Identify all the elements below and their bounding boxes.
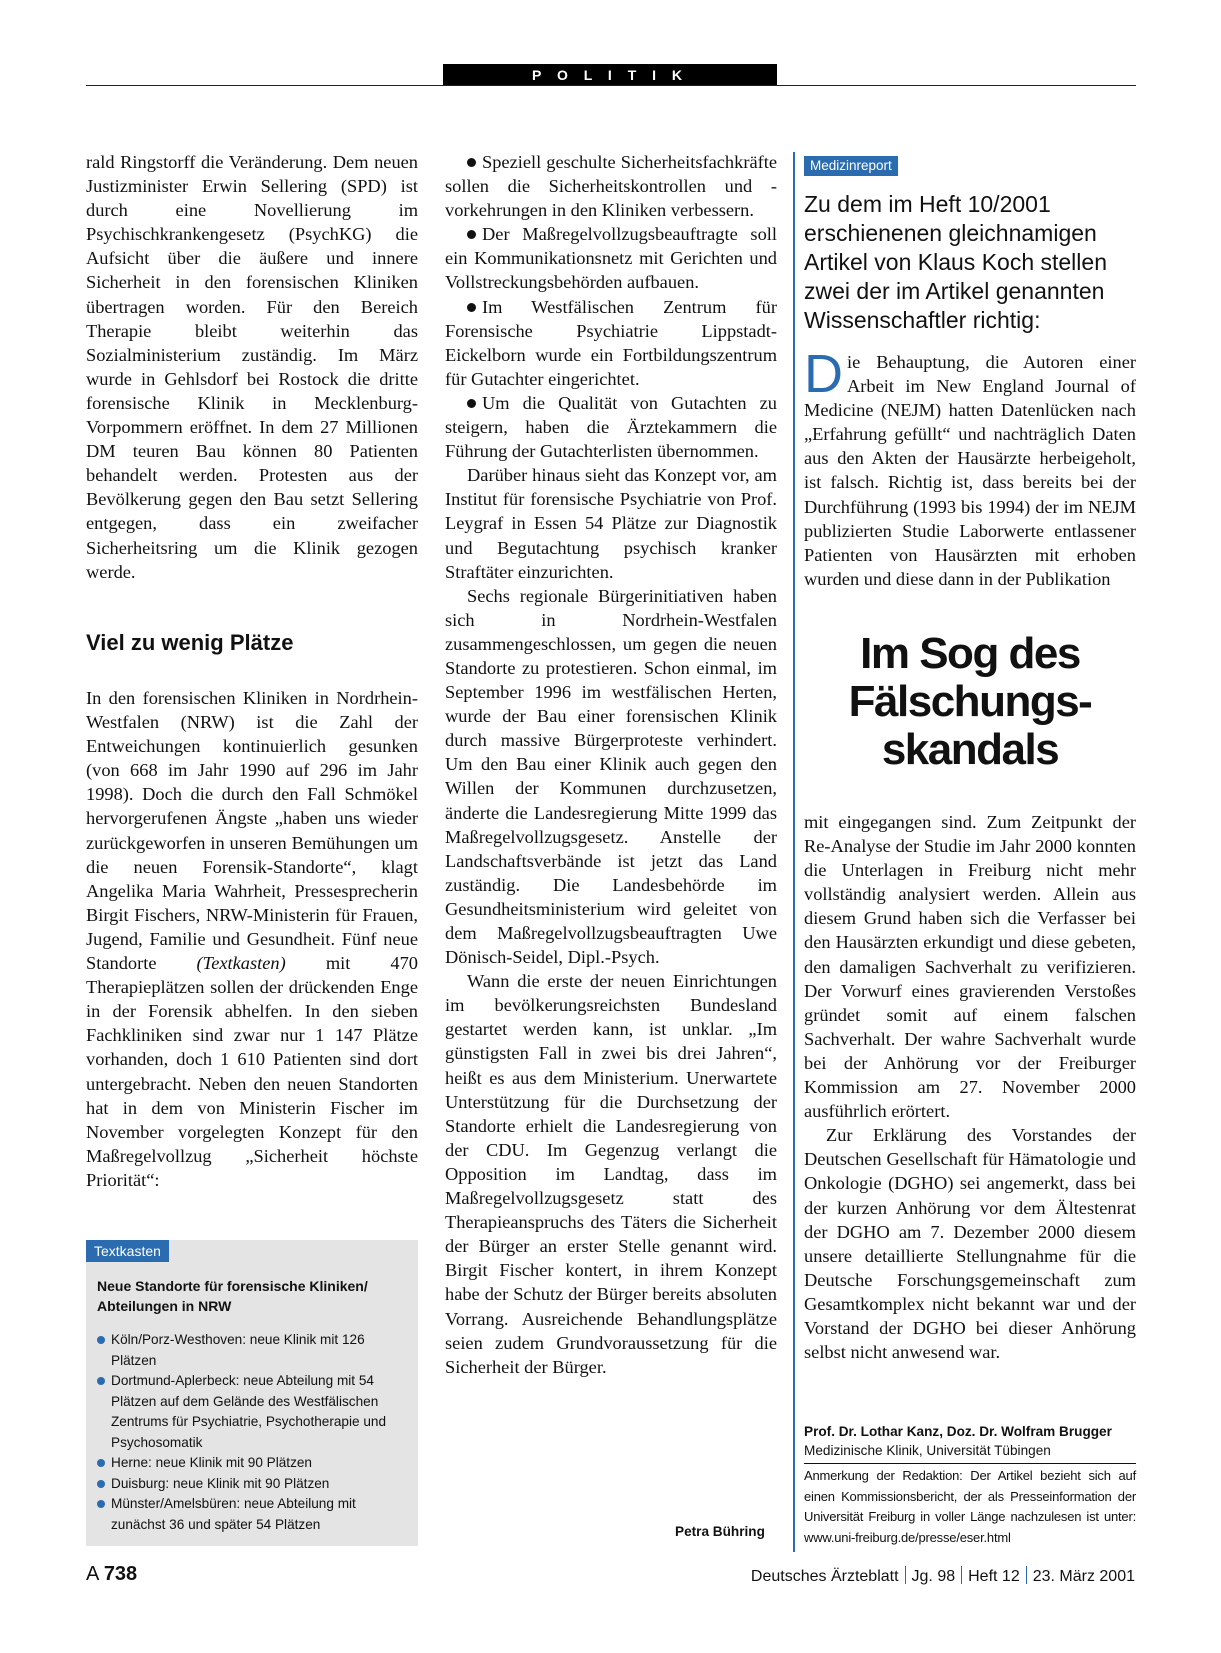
list-item: Dortmund-Aplerbeck: neue Abteilung mit 54 Plätzen auf dem Gelände des Westfälischen Zentrums für Psychiatrie, Psychotherapie und Psychosomatik: [97, 1371, 412, 1453]
paragraph: In den forensischen Kliniken in Nordrhein-Westfalen (NRW) ist die Zahl der Entweichungen kontinuierlich gesunken (von 668 im Jahr 1990 auf 296 im Jahr 1998). Doch die durch den Fall Schmökel hervorgerufenen Ängste „haben uns wieder zurückgeworfen in unseren Bemühungen um die neuen Forensik-Standorte“, klagt Angelika Maria Wahrheit, Pressesprecherin Birgit Fischers, NRW-Ministerin für Frauen, Jugend, Familie und Gesundheit. Fünf neue Standorte (Textkasten) mit 470 Therapieplätzen sollen der drückenden Enge in der Forensik abhelfen. In den sieben Fachkliniken sind zwar nur 1 147 Plätze vorhanden, doch 1 610 Patienten sind dort untergebracht. Neben den neuen Standorten hat in dem von Ministerin Fischer im November vorgelegten Konzept für den Maßregelvollzug „Sicherheit höchste Priorität“:: [86, 688, 418, 1190]
column-divider: [793, 152, 795, 1552]
date: 23. März 2001: [1032, 1568, 1135, 1585]
bullet-icon: [467, 303, 476, 312]
drop-cap: D: [804, 344, 843, 404]
paragraph: rald Ringstorff die Veränderung. Dem neuen Justizminister Erwin Sellering (SPD) ist durch eine Novellierung im Psychischkrankengesetz (PsychKG) die Aufsicht über die äußere und innere Sicherheit in den forensischen Kliniken übertragen worden. Für den Bereich Therapie bleibt weiterhin das Sozialministerium zuständig. Im März wurde in Gehlsdorf bei Rostock die dritte forensische Klinik in Mecklenburg-Vorpommern eröffnet. In dem 27 Millionen DM teuren Bau können 80 Patienten behandelt werden. Protesten aus der Bevölkerung gegen den Bau setzt Sellering entgegen, dass ein zweifacher Sicherheitsring um die Klinik gezogen werde.: [86, 152, 418, 582]
column-1-continued: [86, 686, 418, 1192]
paragraph: Sechs regionale Bürgerinitiativen haben sich in Nordrhein-Westfalen zusammengeschlossen, um gegen die neuen Standorte zu protestieren. Schon einmal, im September 1996 im westfälischen Herten, wurde der Bau einer forensischen Klinik durch massive Bürgerproteste verhindert. Um den Bau einer Klinik auch gegen den Willen der Kommunen durchzusetzen, änderte die Landesregierung Mitte 1999 das Maßregelvollzugsgesetz. Anstelle der Landschaftsverbände ist jetzt das Land zuständig. Die Landesbehörde im Gesundheitsministerium wird geleitet von dem Maßregelvollzugsbeauftragten Uwe Dönisch-Seidel, Dipl.-Psych.: [445, 585, 777, 968]
textbox-title: Neue Standorte für forensische Kliniken/ Abteilungen in NRW: [97, 1278, 368, 1314]
author-institution: Medizinische Klinik, Universität Tübingen: [804, 1443, 1051, 1458]
textbox: [86, 1240, 418, 1546]
list-item: Duisburg: neue Klinik mit 90 Plätzen: [97, 1474, 412, 1495]
journal-name: Deutsches Ärzteblatt: [750, 1568, 899, 1585]
column-3: [804, 344, 1136, 591]
list-item: Köln/Porz-Westhoven: neue Klinik mit 126 Plätzen: [97, 1330, 412, 1371]
rubric-tag: Medizinreport: [804, 156, 898, 176]
bullet-icon: [467, 399, 476, 408]
textbox-tag: Textkasten: [86, 1240, 169, 1262]
bullet-icon: [97, 1480, 105, 1488]
header-rule: [86, 85, 1136, 86]
footer-separator: [961, 1566, 962, 1584]
list-item: Münster/Amelsbüren: neue Abteilung mit zunächst 36 und später 54 Plätzen: [97, 1494, 412, 1535]
paragraph: Darüber hinaus sieht das Konzept vor, am Institut für forensische Psychiatrie von Prof. Leygraf in Essen 54 Plätze zur Diagnostik und Begutachtung psychisch kranker Straftäter einzurichten.: [445, 465, 777, 582]
paragraph: mit eingegangen sind. Zum Zeitpunkt der Re-Analyse der Studie im Jahr 2000 konnten die Unterlagen in Freiburg nicht mehr vollständig analysiert werden. Allein aus diesem Grund haben sich die Verfasser bei den Hausärzten erkundigt und diese gebeten, den damaligen Sachverhalt zu verifizieren. Der Vorwurf eines gravierenden Verstoßes gründet somit auf einem falschen Sachverhalt. Der wahre Sachverhalt wurde bei der Anhörung vor der Freiburger Kommission am 27. November 2000 ausführlich erörtert.: [804, 812, 1136, 1122]
intro-text: Zu dem im Heft 10/2001 erschienenen gleichnamigen Artikel von Klaus Koch stellen zwei der im Artikel genannten Wissenschaftler richtig:: [804, 191, 1107, 333]
bullet-icon: [97, 1377, 105, 1385]
column-1: [86, 150, 418, 584]
column-2: [445, 150, 777, 1379]
paragraph: Die Behauptung, die Autoren einer Arbeit im New England Journal of Medicine (NEJM) hatten Datenlücken nach „Erfahrung gefüllt“ und nachträglich Daten aus den Akten der Hausärzte herbeigeholt, ist falsch. Richtig ist, dass bereits bei der Durchführung (1993 bis 1994) der im NEJM publizierten Studie Laborwerte entlassener Patienten von Hausärzten mit erhoben wurden und diese dann in der Publikation: [804, 344, 1136, 589]
bullet-icon: [97, 1336, 105, 1344]
textbox-list: [97, 1330, 412, 1535]
column-3-continued: [804, 810, 1136, 1364]
bullet-icon: [97, 1500, 105, 1508]
authors-block: [804, 1422, 1136, 1460]
bullet-paragraph: Um die Qualität von Gutachten zu steigern, haben die Ärztekammern die Führung der Gutachterlisten übernommen.: [445, 392, 777, 462]
bullet-icon: [467, 230, 476, 239]
footer-separator: [1026, 1566, 1027, 1584]
paragraph: Wann die erste der neuen Einrichtungen im bevölkerungsreichsten Bundesland gestartet werden kann, ist unklar. „Im günstigsten Fall in zwei bis drei Jahren“, heißt es aus dem Ministerium. Unerwartete Unterstützung für die Durchsetzung der Standorte erhielt die Landesregierung von der CDU. Im Gegenzug verlangt die Opposition im Landtag, dass im Maßregelvollzugsgesetz statt des Therapieanspruchs des Täters die Sicherheit der Bürger an erster Stelle genannt wird. Birgit Fischer kontert, in ihrem Konzept habe der Schutz der Bürger bereits absoluten Vorrang. Ausreichende Behandlungsplätze seien zudem Grundvoraussetzung für die Sicherheit der Bürger.: [445, 971, 777, 1377]
issue: Heft 12: [968, 1568, 1020, 1585]
author-byline: Petra Bühring: [675, 1524, 765, 1539]
footer-separator: [905, 1566, 906, 1584]
bullet-paragraph: Im Westfälischen Zentrum für Forensische Psychiatrie Lippstadt-Eickelborn wurde ein Fortbildungszentrum für Gutachter eingerichtet.: [445, 296, 777, 389]
bullet-paragraph: Der Maßregelvollzugsbeauftragte soll ein Kommunikationsnetz mit Gerichten und Vollstreckungsbehörden aufbauen.: [445, 224, 777, 293]
paragraph: Zur Erklärung des Vorstandes der Deutschen Gesellschaft für Hämatologie und Onkologie (DGHO) sei angemerkt, dass bei der kurzen Anhörung vor dem Ältestenrat der DGHO am 7. Dezember 2000 diesem unsere detaillierte Stellungnahme für die Deutsche Forschungsgemeinschaft zum Gesamtkomplex nicht bekannt war und der Vorstand der DGHO bei dieser Anhörung selbst nicht anwesend war.: [804, 1125, 1136, 1363]
author-names: Prof. Dr. Lothar Kanz, Doz. Dr. Wolfram Brugger: [804, 1424, 1112, 1439]
section-label: P O L I T I K: [443, 64, 777, 86]
volume: Jg. 98: [911, 1568, 956, 1585]
editorial-note: Anmerkung der Redaktion: Der Artikel bezieht sich auf einen Kommissionsbericht, der als Presseinformation der Universität Freiburg in voller Länge nachzulesen ist unter: www.uni-freiburg.de/presse/eser.html: [804, 1468, 1136, 1545]
bullet-icon: [97, 1459, 105, 1467]
bullet-icon: [467, 158, 476, 167]
subheading: Viel zu wenig Plätze: [86, 630, 294, 655]
bullet-paragraph: Speziell geschulte Sicherheitsfachkräfte sollen die Sicherheitskontrollen und -vorkehrungen in den Kliniken verbessern.: [445, 152, 777, 221]
footer-info: [751, 1566, 1135, 1586]
page-number: A 738: [86, 1563, 138, 1585]
note-rule: [804, 1463, 1136, 1464]
textbox-reference: (Textkasten): [196, 953, 286, 974]
headline: Im Sog des Fälschungs-skandals: [848, 629, 1092, 774]
list-item: Herne: neue Klinik mit 90 Plätzen: [97, 1453, 412, 1474]
